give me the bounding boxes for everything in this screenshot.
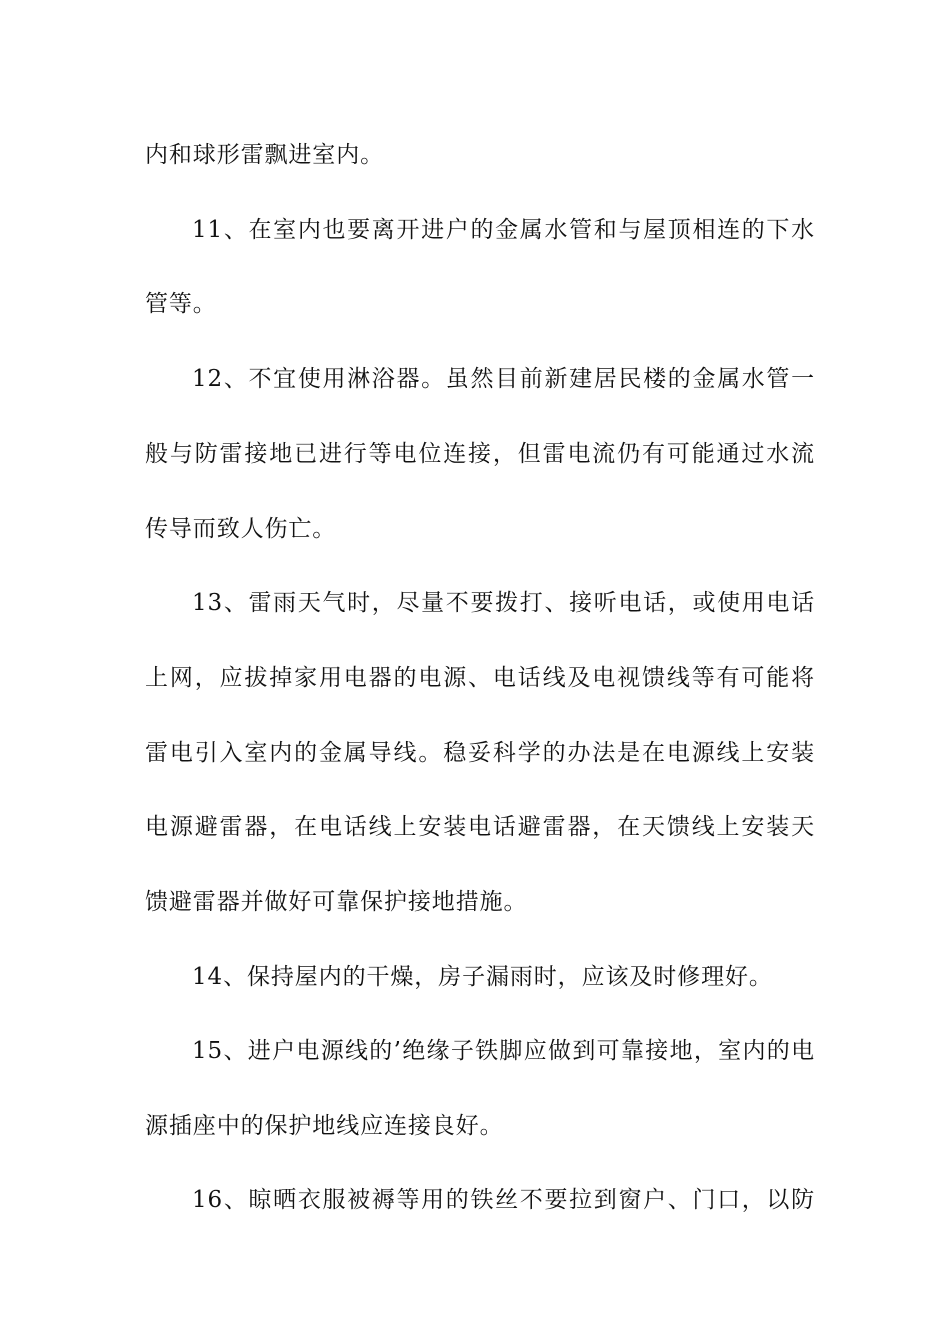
paragraph-13-line-2: 上网，应拔掉家用电器的电源、电话线及电视馈线等有可能将 [145,665,815,691]
paragraph-13-line-5: 馈避雷器并做好可靠保护接地措施。 [145,889,528,915]
paragraph-13-line-1: 13、雷雨天气时，尽量不要拨打、接听电话，或使用电话 [192,590,815,616]
paragraph-13-line-4: 电源避雷器，在电话线上安装电话避雷器，在天馈线上安装天 [145,814,815,840]
paragraph-15-line-2: 源插座中的保护地线应连接良好。 [145,1113,504,1139]
paragraph-14-line-1: 14、保持屋内的干燥，房子漏雨时，应该及时修理好。 [192,964,773,990]
text-line: 内和球形雷飘进室内。 [145,142,384,168]
paragraph-16-line-1: 16、晾晒衣服被褥等用的铁丝不要拉到窗户、门口，以防 [192,1187,815,1213]
paragraph-12-line-1: 12、不宜使用淋浴器。虽然目前新建居民楼的金属水管一 [192,366,815,392]
paragraph-13-line-3: 雷电引入室内的金属导线。稳妥科学的办法是在电源线上安装 [145,740,815,766]
paragraph-11-line-2: 管等。 [145,291,217,317]
paragraph-12-line-2: 般与防雷接地已进行等电位连接，但雷电流仍有可能通过水流 [145,441,815,467]
paragraph-11-line-1: 11、在室内也要离开进户的金属水管和与屋顶相连的下水 [192,217,815,243]
paragraph-12-line-3: 传导而致人伤亡。 [145,516,337,542]
paragraph-15-line-1: 15、进户电源线的’绝缘子铁脚应做到可靠接地，室内的电 [192,1038,815,1064]
